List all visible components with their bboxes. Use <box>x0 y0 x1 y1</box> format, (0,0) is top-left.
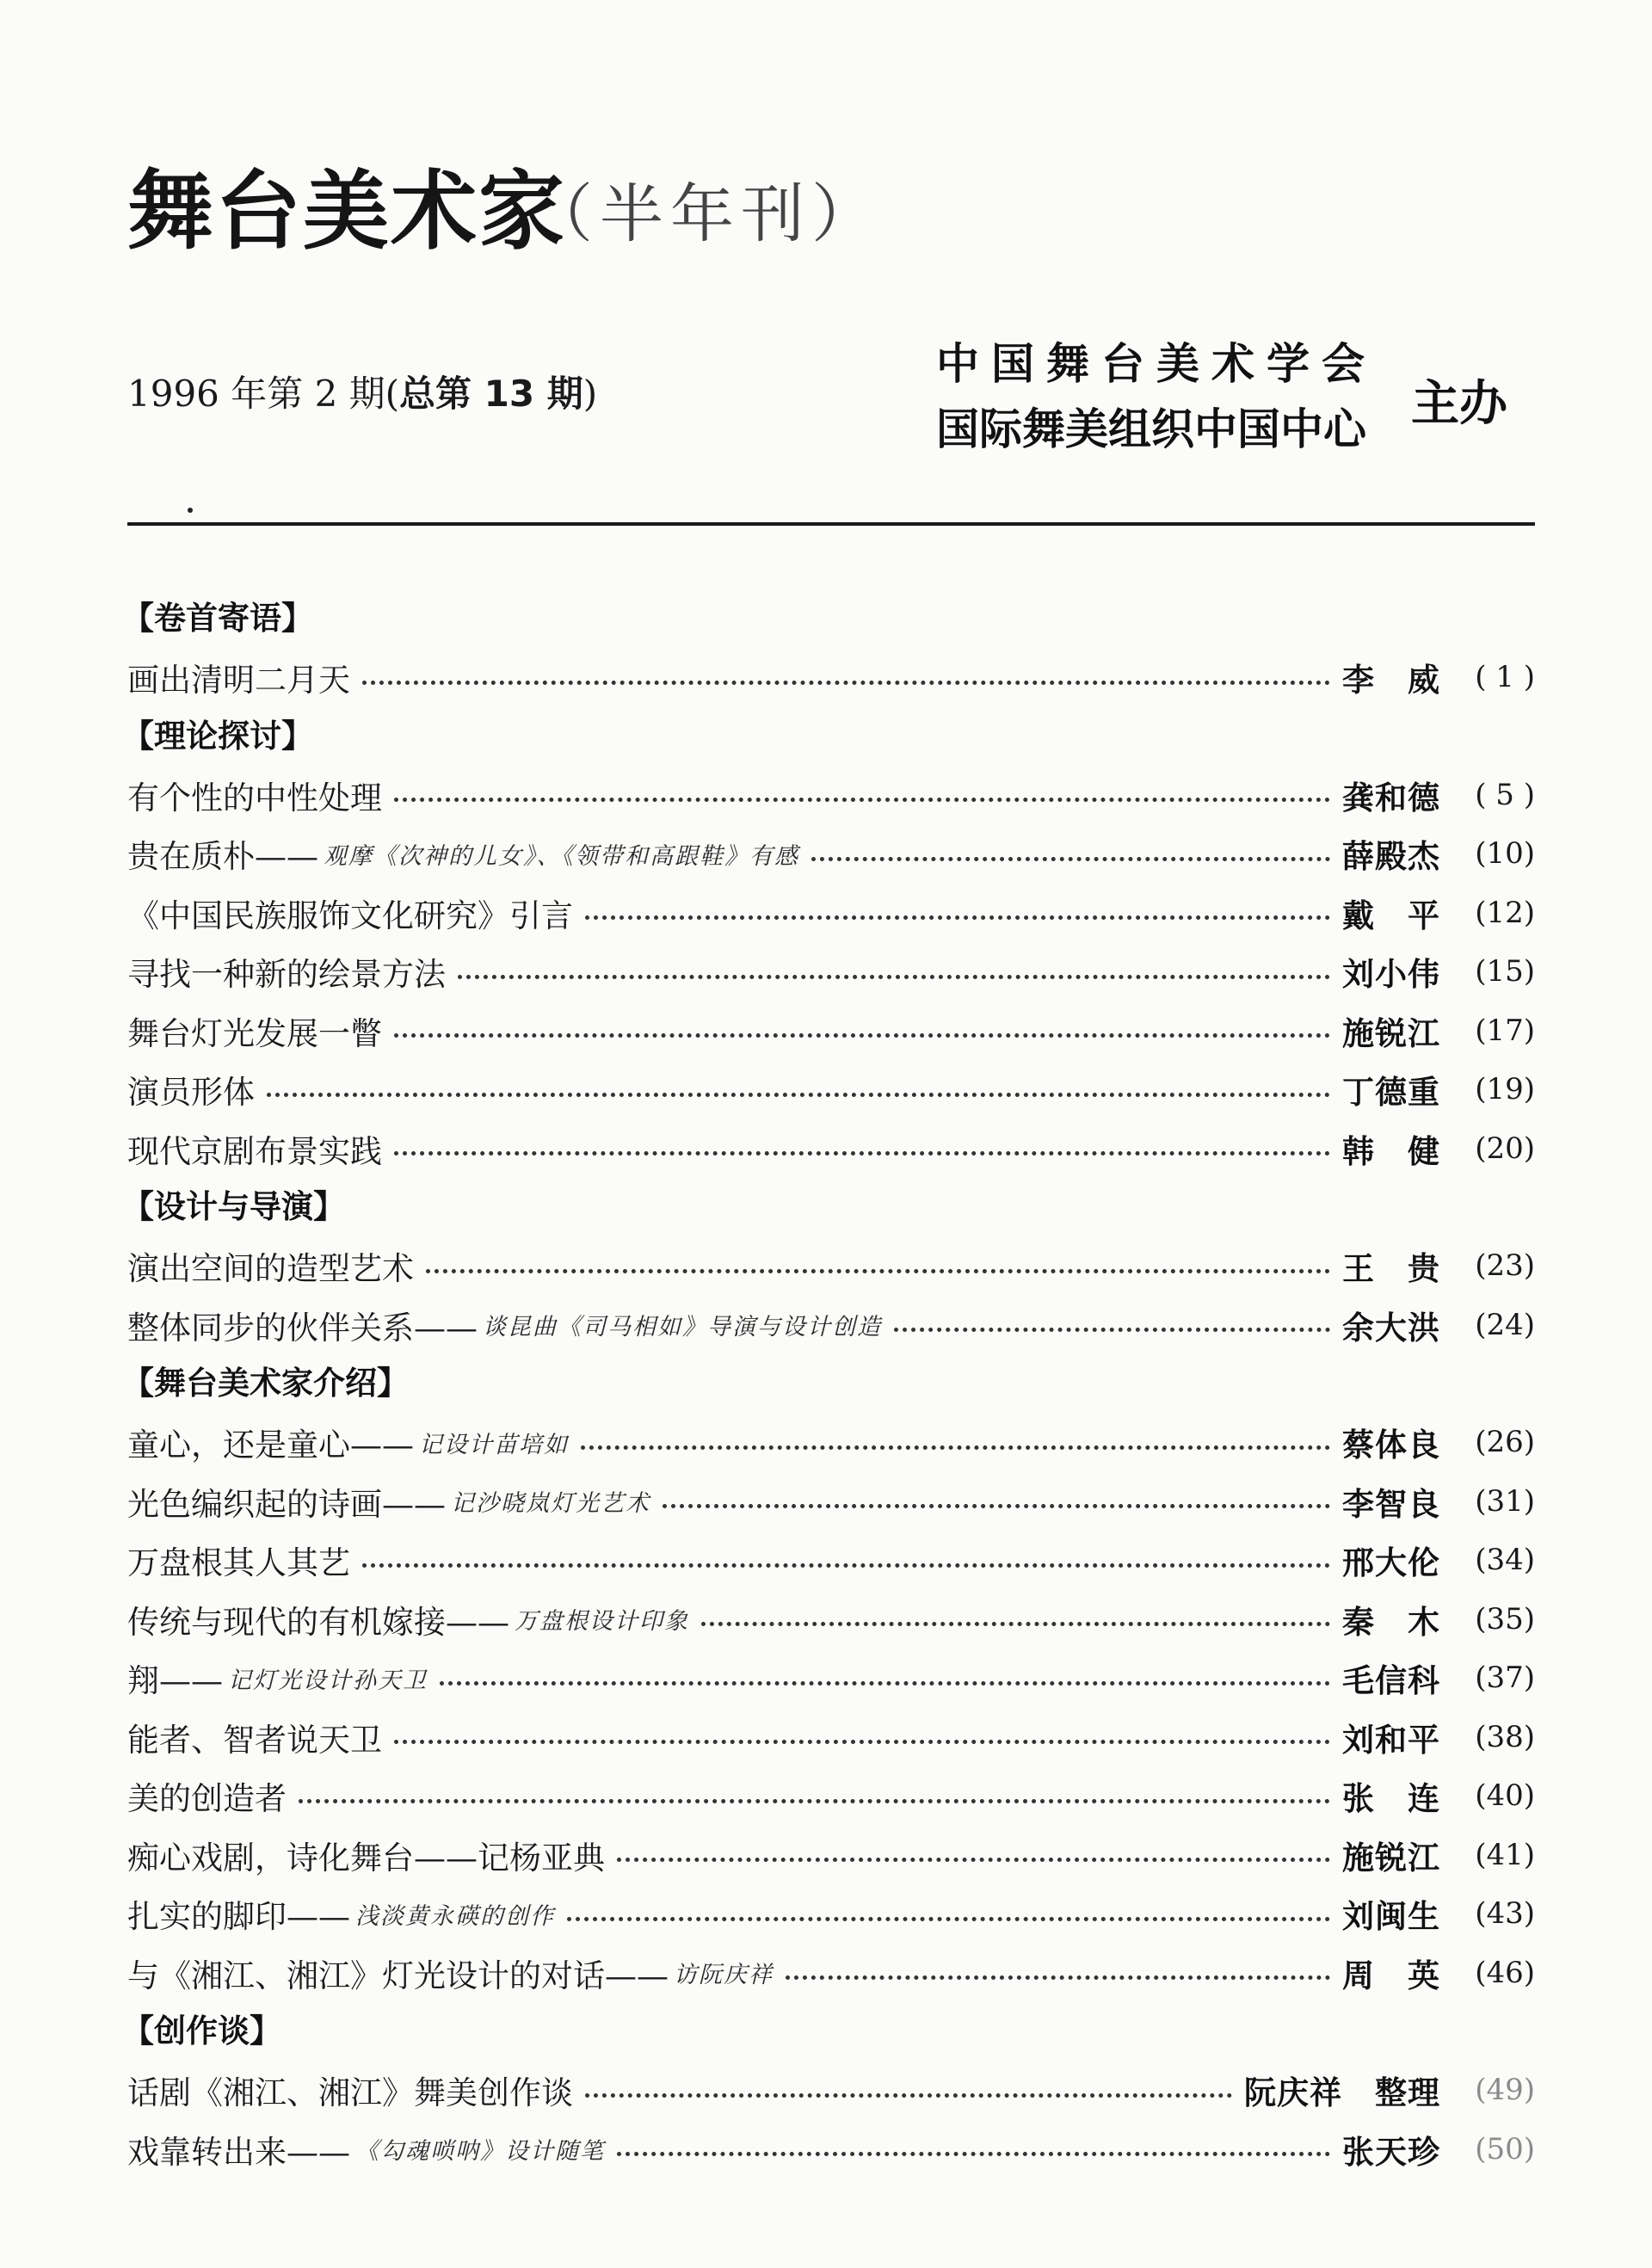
entry-author: 王 贵 <box>1342 1250 1440 1288</box>
entry-author: 李智良 <box>1342 1485 1440 1523</box>
entry-page-number: (24) <box>1475 1307 1535 1342</box>
host-label: 主办 <box>1411 376 1507 432</box>
toc-entry <box>127 1826 1535 1885</box>
dot-leader <box>267 1093 1330 1097</box>
toc-entry <box>127 1296 1535 1355</box>
toc-entry <box>127 2120 1535 2179</box>
entry-page-number: (38) <box>1475 1719 1535 1754</box>
sponsor-2: 国际舞美组织中国中心 <box>936 404 1366 454</box>
entry-subtitle: 记灯光设计孙天卫 <box>228 1667 428 1694</box>
entry-page-number: (49) <box>1475 2073 1535 2108</box>
entry-title: 画出清明二月天 <box>127 662 350 700</box>
entry-title: 与《湘江、湘江》灯光设计的对话—— <box>127 1957 669 1994</box>
entry-title: 光色编织起的诗画—— <box>127 1485 446 1523</box>
toc-entry <box>127 1001 1535 1061</box>
toc-entry <box>127 1884 1535 1944</box>
toc-entry <box>127 2061 1535 2120</box>
entry-title: 戏靠转出来—— <box>127 2133 350 2171</box>
header-divider <box>127 522 1535 526</box>
dot-leader <box>362 1563 1330 1568</box>
dot-leader <box>362 681 1330 685</box>
entry-title: 整体同步的伙伴关系—— <box>127 1309 478 1347</box>
entry-author: 张 连 <box>1342 1780 1440 1818</box>
issue-number: 1996 年第 2 期( <box>127 373 400 415</box>
entry-title: 贵在质朴—— <box>127 838 318 876</box>
entry-subtitle: 万盘根设计印象 <box>515 1608 689 1636</box>
toc-entry <box>127 1236 1535 1296</box>
entry-page-number: (43) <box>1475 1896 1535 1932</box>
entry-author: 邢大伦 <box>1342 1544 1440 1582</box>
toc-entry <box>127 648 1535 707</box>
toc-entry <box>127 1531 1535 1590</box>
toc-entry <box>127 942 1535 1001</box>
entry-title: 传统与现代的有机嫁接—— <box>127 1603 509 1641</box>
dot-leader <box>426 1269 1330 1273</box>
dot-leader <box>394 1151 1330 1156</box>
dot-leader <box>458 975 1330 979</box>
entry-author: 张天珍 <box>1342 2133 1440 2171</box>
entry-title: 演出空间的造型艺术 <box>127 1250 414 1288</box>
entry-title: 寻找一种新的绘景方法 <box>127 956 446 994</box>
sponsors <box>936 331 1377 462</box>
dot-leader <box>585 915 1330 920</box>
entry-title: 童心，还是童心—— <box>127 1427 414 1464</box>
entry-page-number: ( 1 ) <box>1475 660 1535 695</box>
table-of-contents <box>122 589 1535 2179</box>
entry-author: 刘小伟 <box>1342 956 1440 994</box>
mark-dot <box>188 508 193 513</box>
entry-page-number: (40) <box>1475 1778 1535 1814</box>
entry-subtitle: 《勾魂唢呐》设计随笔 <box>355 2138 605 2166</box>
entry-page-number: (31) <box>1475 1483 1535 1519</box>
dot-leader <box>394 798 1330 802</box>
entry-author: 施锐江 <box>1342 1839 1440 1877</box>
section-heading: 【舞台美术家介绍】 <box>122 1365 409 1402</box>
entry-author: 阮庆祥 整理 <box>1244 2074 1440 2112</box>
entry-title: 演员形体 <box>127 1074 255 1112</box>
entry-page-number: (41) <box>1475 1837 1535 1872</box>
entry-title: 翔—— <box>127 1662 223 1700</box>
dot-leader <box>440 1681 1330 1686</box>
entry-author: 施锐江 <box>1342 1014 1440 1052</box>
entry-subtitle: 谈昆曲《司马相如》导演与设计创造 <box>483 1314 882 1341</box>
entry-title: 《中国民族服饰文化研究》引言 <box>127 897 573 934</box>
entry-title: 痴心戏剧，诗化舞台——记杨亚典 <box>127 1839 605 1877</box>
entry-page-number: (17) <box>1475 1013 1535 1048</box>
entry-author: 周 英 <box>1342 1957 1440 1994</box>
entry-author: 秦 木 <box>1342 1603 1440 1641</box>
entry-title: 舞台灯光发展一瞥 <box>127 1014 382 1052</box>
toc-entry <box>127 884 1535 943</box>
dot-leader <box>811 857 1330 861</box>
dot-leader <box>299 1799 1330 1803</box>
entry-page-number: (26) <box>1475 1425 1535 1460</box>
toc-entry <box>127 1590 1535 1649</box>
entry-page-number: (46) <box>1475 1955 1535 1990</box>
entry-author: 戴 平 <box>1342 897 1440 934</box>
toc-entry <box>127 766 1535 825</box>
entry-subtitle: 观摩《次神的儿女》、《领带和高跟鞋》有感 <box>324 842 799 870</box>
entry-subtitle: 访阮庆祥 <box>674 1962 774 1989</box>
magazine-subtitle: （半年刊） <box>529 177 882 251</box>
dot-leader <box>581 1445 1330 1450</box>
toc-entry <box>127 1472 1535 1532</box>
toc-entry <box>127 824 1535 884</box>
section-heading: 【设计与导演】 <box>122 1188 345 1225</box>
toc-entry <box>127 1060 1535 1119</box>
magazine-title: 舞台美术家 <box>127 161 566 262</box>
dot-leader <box>894 1328 1330 1332</box>
toc-entry <box>127 1766 1535 1826</box>
dot-leader <box>394 1740 1330 1744</box>
dot-leader <box>617 1858 1330 1862</box>
entry-page-number: (50) <box>1475 2131 1535 2166</box>
entry-author: 李 威 <box>1342 662 1440 700</box>
toc-entry <box>127 1413 1535 1472</box>
entry-author: 蔡体良 <box>1342 1427 1440 1464</box>
entry-title: 话剧《湘江、湘江》舞美创作谈 <box>127 2074 573 2112</box>
entry-subtitle: 记设计苗培如 <box>419 1431 569 1458</box>
entry-title: 扎实的脚印—— <box>127 1898 350 1936</box>
sponsor-1: 中国舞台美术学会 <box>936 339 1377 389</box>
entry-page-number: (19) <box>1475 1072 1535 1107</box>
section-heading: 【创作谈】 <box>122 2012 281 2049</box>
dot-leader <box>567 1917 1330 1921</box>
entry-page-number: (34) <box>1475 1543 1535 1578</box>
entry-author: 丁德重 <box>1342 1074 1440 1112</box>
entry-page-number: (23) <box>1475 1248 1535 1284</box>
toc-entry <box>127 1649 1535 1708</box>
entry-subtitle: 记沙晓岚灯光艺术 <box>451 1490 650 1518</box>
entry-author: 余大洪 <box>1342 1309 1440 1347</box>
entry-title: 万盘根其人其艺 <box>127 1544 350 1582</box>
toc-entry <box>127 1944 1535 2003</box>
entry-page-number: (20) <box>1475 1131 1535 1166</box>
entry-author: 韩 健 <box>1342 1132 1440 1170</box>
entry-page-number: (15) <box>1475 954 1535 989</box>
entry-author: 龚和德 <box>1342 779 1440 817</box>
dot-leader <box>617 2152 1330 2156</box>
entry-page-number: (12) <box>1475 895 1535 930</box>
entry-title: 能者、智者说天卫 <box>127 1721 382 1759</box>
entry-title: 现代京剧布景实践 <box>127 1132 382 1170</box>
issue-total: 总第 13 期 <box>399 373 583 415</box>
toc-entry <box>127 1119 1535 1179</box>
entry-author: 薛殿杰 <box>1342 838 1440 876</box>
entry-page-number: (10) <box>1475 836 1535 872</box>
entry-page-number: (35) <box>1475 1601 1535 1636</box>
section-heading: 【卷首寄语】 <box>122 600 313 637</box>
issue-suffix: ) <box>583 373 598 415</box>
section-heading: 【理论探讨】 <box>122 717 313 755</box>
dot-leader <box>663 1504 1330 1508</box>
dot-leader <box>394 1033 1330 1038</box>
issue-info <box>127 366 597 417</box>
entry-author: 毛信科 <box>1342 1662 1440 1700</box>
entry-title: 美的创造者 <box>127 1780 287 1818</box>
entry-page-number: ( 5 ) <box>1475 777 1535 812</box>
entry-title: 有个性的中性处理 <box>127 779 382 817</box>
entry-author: 刘闽生 <box>1342 1898 1440 1936</box>
entry-page-number: (37) <box>1475 1661 1535 1696</box>
toc-entry <box>127 1708 1535 1767</box>
entry-subtitle: 浅淡黄永碤的创作 <box>355 1902 555 1930</box>
dot-leader <box>786 1975 1330 1980</box>
dot-leader <box>701 1622 1330 1626</box>
entry-author: 刘和平 <box>1342 1721 1440 1759</box>
dot-leader <box>585 2093 1232 2098</box>
